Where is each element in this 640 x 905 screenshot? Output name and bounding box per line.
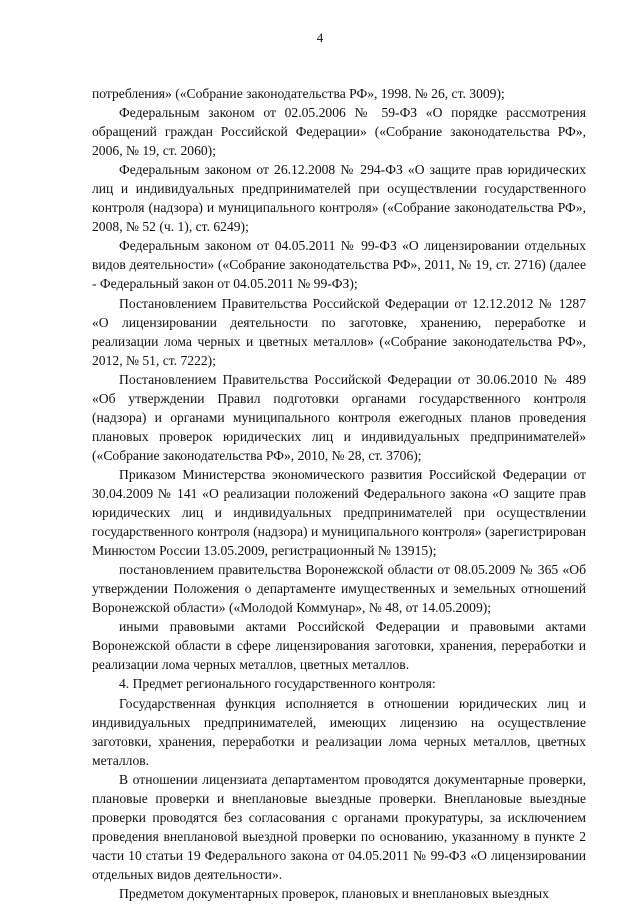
paragraph: Государственная функция исполняется в отношении юридических лиц и индивидуальных предпринимателей, имеющих лицензию на осуществление заготовки, хранения, переработки и реализации лома черных металлов, цветных металлов.	[92, 695, 586, 768]
paragraph: Постановлением Правительства Российской Федерации от 12.12.2012 № 1287 «О лицензировании деятельности по заготовке, хранению, переработке и реализации лома черных и цветных металлов» («Собрание законодательства РФ», 2012, № 51, ст. 7222);	[92, 295, 586, 368]
paragraph: Постановлением Правительства Российской Федерации от 30.06.2010 № 489 «Об утверждении Правил подготовки органами государственного контроля (надзора) и органами муниципального контроля ежегодных планов проведения плановых проверок юридических лиц и индивидуальных предпринимателей» («Собрание законодательства РФ», 2010, № 28, ст. 3706);	[92, 371, 586, 463]
document-body	[92, 84, 586, 903]
paragraph: Федеральным законом от 02.05.2006 № 59-ФЗ «О порядке рассмотрения обращений граждан Российской Федерации» («Собрание законодательства РФ», 2006, № 19, ст. 2060);	[92, 105, 586, 159]
paragraph: Федеральным законом от 26.12.2008 № 294-ФЗ «О защите прав юридических лиц и индивидуальных предпринимателей при осуществлении государственного контроля (надзора) и муниципального контроля» («Собрание законодательства РФ», 2008, № 52 (ч. 1), ст. 6249);	[92, 162, 586, 235]
paragraph: потребления» («Собрание законодательства РФ», 1998. № 26, ст. 3009);	[92, 86, 505, 101]
paragraph: иными правовыми актами Российской Федерации и правовыми актами Воронежской области в сфере лицензирования заготовки, хранения, переработки и реализации лома черных металлов, цветных металлов.	[92, 619, 586, 673]
paragraph: Приказом Министерства экономического развития Российской Федерации от 30.04.2009 № 141 «О реализации положений Федерального закона «О защите прав юридических лиц и индивидуальных предпринимателей при осуществлении государственного контроля (надзора) и муниципального контроля» (зарегистрирован Минюстом России 13.05.2009, регистрационный № 13915);	[92, 466, 586, 559]
page-number: 4	[316, 30, 324, 45]
paragraph: постановлением правительства Воронежской области от 08.05.2009 № 365 «Об утверждении Положения о департаменте имущественных и земельных отношений Воронежской области» («Молодой Коммунар», № 48, от 14.05.2009);	[92, 562, 586, 616]
paragraph: 4. Предмет регионального государственного контроля:	[119, 676, 436, 692]
paragraph: Предметом документарных проверок, плановых и внеплановых выездных	[119, 885, 549, 901]
paragraph: Федеральным законом от 04.05.2011 № 99-ФЗ «О лицензировании отдельных видов деятельности» («Собрание законодательства РФ», 2011, № 19, ст. 2716) (далее - Федеральный закон от 04.05.2011 № 99-ФЗ);	[92, 238, 586, 292]
paragraph: В отношении лицензиата департаментом проводятся документарные проверки, плановые проверки и внеплановые выездные проверки. Внеплановые выездные проверки проводятся без согласования с органами прокуратуры, за исключением проведения внеплановой выездной проверки по основанию, указанному в пункте 2 части 10 статьи 19 Федерального закона от 04.05.2011 № 99-ФЗ «О лицензировании отдельных видов деятельности».	[92, 771, 586, 882]
